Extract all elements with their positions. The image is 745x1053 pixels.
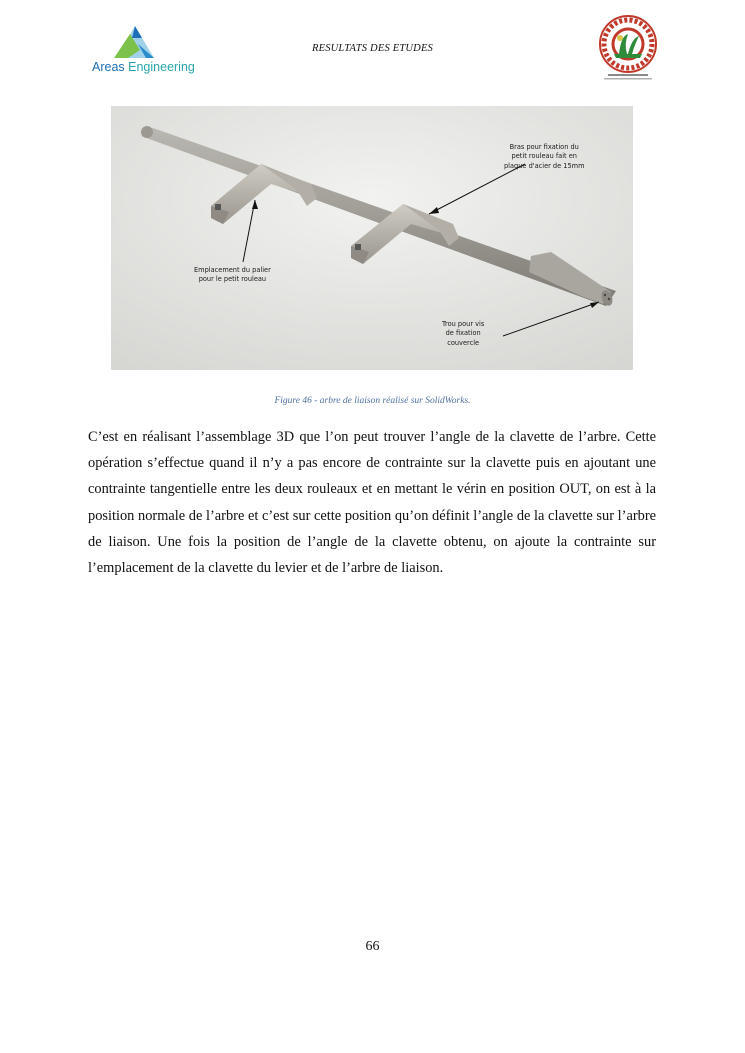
body-paragraph: C’est en réalisant l’assemblage 3D que l’on peut trouver l’angle de la clavette de l’arbre. Cette opération s’effectue quand il n’y a pas encore de contrainte sur la clavette puis en ajoutant une contrainte tangentielle entre les deux rouleaux et en mettant le vérin en position OUT, on est à la position normale de l’arbre et c’est sur cette position qu’on définit l’angle de la clavette sur l’arbre de liaison. Une fois la position de l’angle de la clavette obtenu, on ajoute la contrainte sur l’emplacement de la clavette du levier et de l’arbre de liaison.	[88, 429, 656, 577]
page-number: 66	[365, 939, 380, 954]
annotation-line: couvercle	[447, 338, 480, 347]
logo-word-areas: Areas	[92, 60, 125, 74]
body-text	[88, 424, 656, 581]
triangle-logo-icon	[88, 22, 203, 62]
annotation-palier	[194, 266, 271, 285]
annotation-line: petit rouleau fait en	[511, 152, 577, 161]
annotation-line: de fixation	[445, 329, 481, 338]
figure-image-arbre-liaison	[111, 106, 633, 370]
logo-word-engineering: Engineering	[128, 60, 195, 74]
annotation-trou	[442, 320, 484, 348]
annotation-line: Trou pour vis	[442, 320, 485, 328]
gear-emblem-icon	[594, 14, 662, 84]
page-header-title: RESULTATS DES ETUDES	[311, 43, 434, 54]
annotation-line: plaque d'acier de 15mm	[504, 161, 585, 170]
logo-wordmark	[92, 60, 195, 74]
annotation-bras	[504, 143, 585, 171]
school-emblem-logo	[594, 14, 662, 84]
annotation-line: Emplacement du palier	[194, 266, 271, 274]
figure-caption: Figure 46 - arbre de liaison réalisé sur SolidWorks.	[274, 396, 471, 406]
annotation-line: pour le petit rouleau	[198, 275, 267, 284]
annotation-line: Bras pour fixation du	[509, 143, 579, 151]
